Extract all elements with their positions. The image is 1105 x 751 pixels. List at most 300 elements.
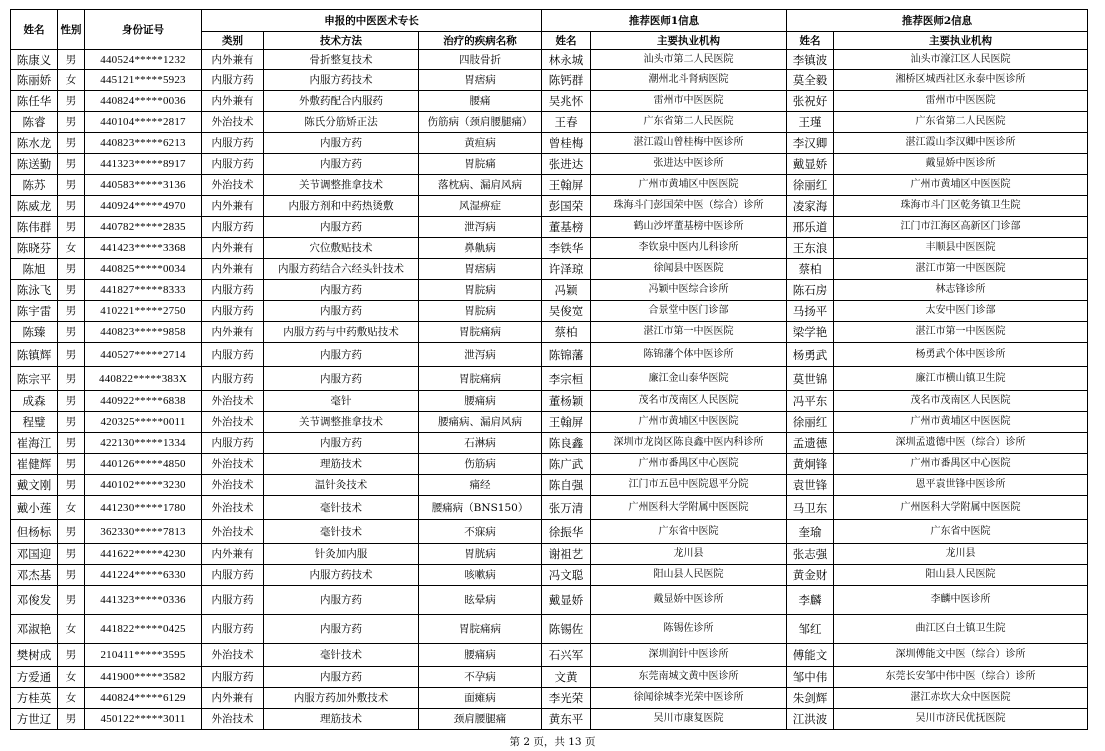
rec2-name-cell: 莫全毅	[787, 70, 834, 91]
rec1-org-cell: 湛江市第一中医医院	[591, 322, 787, 343]
rec1-org-cell: 广东省中医院	[591, 520, 787, 544]
rec1-org-cell: 龙川县	[591, 544, 787, 565]
rec1-org-cell: 东莞南城文黄中医诊所	[591, 667, 787, 688]
category-cell: 外治技术	[202, 496, 264, 520]
category-cell: 内外兼有	[202, 50, 264, 70]
name-cell: 陈水龙	[11, 133, 58, 154]
rec2-org-cell: 湛江霞山李汉卿中医诊所	[834, 133, 1088, 154]
gender-cell: 女	[58, 238, 85, 259]
rec1-name-cell: 石兴军	[542, 644, 591, 667]
rec1-name-cell: 陈良鑫	[542, 433, 591, 454]
table-row	[11, 238, 1088, 259]
rec1-name-cell: 王翰屏	[542, 175, 591, 196]
rec1-name-cell: 戴显娇	[542, 586, 591, 615]
rec2-name-cell: 李汉卿	[787, 133, 834, 154]
header-rec1-org: 主要执业机构	[591, 32, 787, 50]
id-cell: 440782*****2835	[85, 217, 202, 238]
rec1-org-cell: 陈锡佐诊所	[591, 615, 787, 644]
disease-cell: 胃脘痛病	[419, 367, 542, 391]
disease-cell: 四肢骨折	[419, 50, 542, 70]
table-row	[11, 412, 1088, 433]
rec2-name-cell: 江洪波	[787, 709, 834, 730]
rec2-org-cell: 阳山县人民医院	[834, 565, 1088, 586]
name-cell: 陈旭	[11, 259, 58, 280]
table-row	[11, 301, 1088, 322]
table-row	[11, 433, 1088, 454]
rec1-name-cell: 陈自强	[542, 475, 591, 496]
rec2-org-cell: 恩平袁世锋中医诊所	[834, 475, 1088, 496]
rec1-org-cell: 深圳市龙岗区陈良鑫中医内科诊所	[591, 433, 787, 454]
category-cell: 内服方药	[202, 586, 264, 615]
disease-cell: 腰痛病、漏肩风病	[419, 412, 542, 433]
rec2-org-cell: 广东省中医院	[834, 520, 1088, 544]
disease-cell: 眩晕病	[419, 586, 542, 615]
header-technique: 技术方法	[264, 32, 419, 50]
disease-cell: 腰痛病	[419, 391, 542, 412]
table-row	[11, 688, 1088, 709]
rec2-name-cell: 傅能文	[787, 644, 834, 667]
header-specialty-group: 申报的中医医术专长	[202, 10, 542, 32]
category-cell: 内服方药	[202, 615, 264, 644]
rec2-name-cell: 黄金财	[787, 565, 834, 586]
rec1-org-cell: 广州市黄埔区中医医院	[591, 412, 787, 433]
disease-cell: 风湿痹症	[419, 196, 542, 217]
name-cell: 陈任华	[11, 91, 58, 112]
category-cell: 外治技术	[202, 644, 264, 667]
table-row	[11, 196, 1088, 217]
gender-cell: 女	[58, 615, 85, 644]
gender-cell: 男	[58, 343, 85, 367]
category-cell: 外治技术	[202, 520, 264, 544]
rec2-name-cell: 王瑾	[787, 112, 834, 133]
disease-cell: 石淋病	[419, 433, 542, 454]
rec2-name-cell: 徐丽红	[787, 175, 834, 196]
table-row	[11, 50, 1088, 70]
rec2-name-cell: 邹中伟	[787, 667, 834, 688]
name-cell: 陈宗平	[11, 367, 58, 391]
table-row	[11, 112, 1088, 133]
rec1-name-cell: 陈锡佐	[542, 615, 591, 644]
disease-cell: 腰痛	[419, 91, 542, 112]
technique-cell: 内服方药与中药敷贴技术	[264, 322, 419, 343]
name-cell: 方世辽	[11, 709, 58, 730]
table-row	[11, 175, 1088, 196]
technique-cell: 内服方药	[264, 586, 419, 615]
rec1-name-cell: 李宗桓	[542, 367, 591, 391]
header-id: 身份证号	[85, 10, 202, 50]
rec2-name-cell: 朱剑辉	[787, 688, 834, 709]
rec1-org-cell: 鹤山沙坪董基榜中医诊所	[591, 217, 787, 238]
rec2-name-cell: 邹红	[787, 615, 834, 644]
id-cell: 441323*****0336	[85, 586, 202, 615]
rec1-name-cell: 吴兆怀	[542, 91, 591, 112]
table-row	[11, 133, 1088, 154]
id-cell: 410221*****2750	[85, 301, 202, 322]
name-cell: 陈苏	[11, 175, 58, 196]
category-cell: 内外兼有	[202, 91, 264, 112]
category-cell: 外治技术	[202, 412, 264, 433]
rec2-name-cell: 李镇波	[787, 50, 834, 70]
category-cell: 外治技术	[202, 391, 264, 412]
rec1-org-cell: 珠海斗门彭国荣中医（综合）诊所	[591, 196, 787, 217]
rec2-name-cell: 李麟	[787, 586, 834, 615]
gender-cell: 男	[58, 91, 85, 112]
disease-cell: 伤筋病（颈肩腰腿痛）	[419, 112, 542, 133]
name-cell: 但杨标	[11, 520, 58, 544]
rec2-name-cell: 梁学艳	[787, 322, 834, 343]
rec2-org-cell: 广州市黄埔区中医医院	[834, 175, 1088, 196]
gender-cell: 女	[58, 667, 85, 688]
technique-cell: 内服方药	[264, 615, 419, 644]
rec1-org-cell: 徐闻徐城李光荣中医诊所	[591, 688, 787, 709]
gender-cell: 男	[58, 391, 85, 412]
header-rec2-org: 主要执业机构	[834, 32, 1088, 50]
id-cell: 441900*****3582	[85, 667, 202, 688]
table-row	[11, 644, 1088, 667]
disease-cell: 黄疸病	[419, 133, 542, 154]
category-cell: 内服方药	[202, 433, 264, 454]
rec1-org-cell: 汕头市第二人民医院	[591, 50, 787, 70]
id-cell: 440104*****2817	[85, 112, 202, 133]
disease-cell: 胃痞病	[419, 259, 542, 280]
header-row-top	[11, 10, 1088, 32]
rec2-org-cell: 珠海市斗门区乾务镇卫生院	[834, 196, 1088, 217]
category-cell: 内服方药	[202, 70, 264, 91]
table-row	[11, 475, 1088, 496]
table-row	[11, 709, 1088, 730]
disease-cell: 胃脘痛病	[419, 615, 542, 644]
rec1-name-cell: 冯颖	[542, 280, 591, 301]
gender-cell: 男	[58, 217, 85, 238]
rec2-org-cell: 江门市江海区高新区门诊部	[834, 217, 1088, 238]
gender-cell: 女	[58, 688, 85, 709]
rec1-org-cell: 廉江金山泰华医院	[591, 367, 787, 391]
rec2-name-cell: 徐丽红	[787, 412, 834, 433]
rec1-name-cell: 许泽琼	[542, 259, 591, 280]
rec2-org-cell: 湘桥区城西社区永泰中医诊所	[834, 70, 1088, 91]
rec2-org-cell: 广州市番禺区中心医院	[834, 454, 1088, 475]
name-cell: 方爱通	[11, 667, 58, 688]
technique-cell: 穴位敷贴技术	[264, 238, 419, 259]
rec2-name-cell: 蔡柏	[787, 259, 834, 280]
id-cell: 441822*****0425	[85, 615, 202, 644]
gender-cell: 男	[58, 322, 85, 343]
rec2-org-cell: 廉江市横山镇卫生院	[834, 367, 1088, 391]
table-row	[11, 91, 1088, 112]
name-cell: 戴小莲	[11, 496, 58, 520]
id-cell: 440583*****3136	[85, 175, 202, 196]
category-cell: 外治技术	[202, 112, 264, 133]
id-cell: 440527*****2714	[85, 343, 202, 367]
id-cell: 440823*****6213	[85, 133, 202, 154]
rec1-name-cell: 文黄	[542, 667, 591, 688]
registry-table	[10, 9, 1088, 730]
category-cell: 内外兼有	[202, 544, 264, 565]
gender-cell: 男	[58, 133, 85, 154]
gender-cell: 男	[58, 586, 85, 615]
name-cell: 陈镇辉	[11, 343, 58, 367]
id-cell: 440823*****9858	[85, 322, 202, 343]
rec1-name-cell: 王春	[542, 112, 591, 133]
name-cell: 陈威龙	[11, 196, 58, 217]
name-cell: 陈送勤	[11, 154, 58, 175]
name-cell: 邓俊发	[11, 586, 58, 615]
rec2-org-cell: 杨勇武个体中医诊所	[834, 343, 1088, 367]
rec2-org-cell: 汕头市濠江区人民医院	[834, 50, 1088, 70]
rec1-org-cell: 雷州市中医医院	[591, 91, 787, 112]
technique-cell: 骨折整复技术	[264, 50, 419, 70]
category-cell: 内服方药	[202, 565, 264, 586]
rec1-org-cell: 戴显娇中医诊所	[591, 586, 787, 615]
id-cell: 362330*****7813	[85, 520, 202, 544]
table-row	[11, 343, 1088, 367]
rec1-org-cell: 冯颖中医综合诊所	[591, 280, 787, 301]
id-cell: 420325*****0011	[85, 412, 202, 433]
id-cell: 445121*****5923	[85, 70, 202, 91]
rec2-name-cell: 黄炯锋	[787, 454, 834, 475]
category-cell: 外治技术	[202, 175, 264, 196]
rec1-org-cell: 徐闻县中医医院	[591, 259, 787, 280]
rec1-org-cell: 吴川市康复医院	[591, 709, 787, 730]
disease-cell: 落枕病、漏肩风病	[419, 175, 542, 196]
disease-cell: 鼻鼽病	[419, 238, 542, 259]
rec2-name-cell: 莫世锦	[787, 367, 834, 391]
disease-cell: 腰痛病（BNS150）	[419, 496, 542, 520]
name-cell: 邓国迎	[11, 544, 58, 565]
rec2-org-cell: 湛江赤坎大众中医医院	[834, 688, 1088, 709]
rec2-name-cell: 马扬平	[787, 301, 834, 322]
page-footer: 第 2 页，共 13 页	[509, 736, 596, 748]
gender-cell: 女	[58, 70, 85, 91]
rec1-org-cell: 广东省第二人民医院	[591, 112, 787, 133]
category-cell: 内外兼有	[202, 196, 264, 217]
technique-cell: 理筋技术	[264, 709, 419, 730]
id-cell: 441323*****8917	[85, 154, 202, 175]
gender-cell: 男	[58, 175, 85, 196]
disease-cell: 不孕病	[419, 667, 542, 688]
name-cell: 程璧	[11, 412, 58, 433]
technique-cell: 外敷药配合内服药	[264, 91, 419, 112]
table-row	[11, 259, 1088, 280]
rec2-name-cell: 张祝好	[787, 91, 834, 112]
rec2-name-cell: 张志强	[787, 544, 834, 565]
rec2-org-cell: 龙川县	[834, 544, 1088, 565]
rec1-name-cell: 彭国荣	[542, 196, 591, 217]
table-row	[11, 280, 1088, 301]
id-cell: 440824*****0036	[85, 91, 202, 112]
technique-cell: 内服方药	[264, 433, 419, 454]
id-cell: 450122*****3011	[85, 709, 202, 730]
name-cell: 陈康义	[11, 50, 58, 70]
table-row	[11, 454, 1088, 475]
name-cell: 成森	[11, 391, 58, 412]
table-row	[11, 322, 1088, 343]
name-cell: 戴文刚	[11, 475, 58, 496]
table-row	[11, 154, 1088, 175]
rec2-name-cell: 戴显娇	[787, 154, 834, 175]
name-cell: 陈睿	[11, 112, 58, 133]
gender-cell: 男	[58, 367, 85, 391]
rec1-org-cell: 合景堂中医门诊部	[591, 301, 787, 322]
header-category: 类别	[202, 32, 264, 50]
rec2-name-cell: 袁世锋	[787, 475, 834, 496]
id-cell: 440102*****3230	[85, 475, 202, 496]
technique-cell: 内服方药	[264, 217, 419, 238]
name-cell: 陈泳飞	[11, 280, 58, 301]
gender-cell: 男	[58, 520, 85, 544]
rec2-org-cell: 戴显娇中医诊所	[834, 154, 1088, 175]
technique-cell: 理筋技术	[264, 454, 419, 475]
id-cell: 440524*****1232	[85, 50, 202, 70]
gender-cell: 男	[58, 565, 85, 586]
rec2-name-cell: 奎瑜	[787, 520, 834, 544]
gender-cell: 男	[58, 50, 85, 70]
rec2-org-cell: 广州医科大学附属中医医院	[834, 496, 1088, 520]
rec2-org-cell: 太安中医门诊部	[834, 301, 1088, 322]
category-cell: 内服方药	[202, 367, 264, 391]
header-rec1-group: 推荐医师1信息	[542, 10, 787, 32]
rec2-org-cell: 深圳孟遗德中医（综合）诊所	[834, 433, 1088, 454]
id-cell: 440824*****6129	[85, 688, 202, 709]
name-cell: 陈宇雷	[11, 301, 58, 322]
rec1-name-cell: 董杨颖	[542, 391, 591, 412]
gender-cell: 男	[58, 259, 85, 280]
category-cell: 内外兼有	[202, 688, 264, 709]
rec2-org-cell: 林志锋诊所	[834, 280, 1088, 301]
id-cell: 440822*****383X	[85, 367, 202, 391]
rec1-org-cell: 陈锦藩个体中医诊所	[591, 343, 787, 367]
category-cell: 内外兼有	[202, 238, 264, 259]
id-cell: 441827*****8333	[85, 280, 202, 301]
technique-cell: 内服方药	[264, 154, 419, 175]
name-cell: 方桂英	[11, 688, 58, 709]
category-cell: 内服方药	[202, 343, 264, 367]
technique-cell: 内服方药结合六经头针技术	[264, 259, 419, 280]
disease-cell: 不寐病	[419, 520, 542, 544]
technique-cell: 毫针技术	[264, 644, 419, 667]
rec1-name-cell: 李光荣	[542, 688, 591, 709]
disease-cell: 胃脘痛病	[419, 322, 542, 343]
gender-cell: 男	[58, 644, 85, 667]
category-cell: 内服方药	[202, 133, 264, 154]
id-cell: 440922*****6838	[85, 391, 202, 412]
id-cell: 441622*****4230	[85, 544, 202, 565]
name-cell: 陈伟群	[11, 217, 58, 238]
rec1-org-cell: 深圳润针中医诊所	[591, 644, 787, 667]
rec2-name-cell: 杨勇武	[787, 343, 834, 367]
name-cell: 陈臻	[11, 322, 58, 343]
rec2-org-cell: 李麟中医诊所	[834, 586, 1088, 615]
table-row	[11, 586, 1088, 615]
header-rec2-name: 姓名	[787, 32, 834, 50]
rec1-name-cell: 陈广武	[542, 454, 591, 475]
rec1-name-cell: 吴俊宽	[542, 301, 591, 322]
category-cell: 内服方药	[202, 280, 264, 301]
gender-cell: 男	[58, 412, 85, 433]
rec2-org-cell: 曲江区白土镇卫生院	[834, 615, 1088, 644]
technique-cell: 毫针	[264, 391, 419, 412]
gender-cell: 男	[58, 709, 85, 730]
disease-cell: 泄泻病	[419, 217, 542, 238]
name-cell: 陈丽娇	[11, 70, 58, 91]
rec1-name-cell: 董基榜	[542, 217, 591, 238]
technique-cell: 针灸加内服	[264, 544, 419, 565]
name-cell: 邓淑艳	[11, 615, 58, 644]
category-cell: 外治技术	[202, 709, 264, 730]
name-cell: 崔健辉	[11, 454, 58, 475]
disease-cell: 痛经	[419, 475, 542, 496]
rec1-name-cell: 王翰屏	[542, 412, 591, 433]
category-cell: 内服方药	[202, 217, 264, 238]
rec2-org-cell: 茂名市茂南区人民医院	[834, 391, 1088, 412]
disease-cell: 胃脘病	[419, 280, 542, 301]
table-body	[11, 50, 1088, 730]
category-cell: 内外兼有	[202, 259, 264, 280]
table-row	[11, 520, 1088, 544]
rec2-org-cell: 丰顺县中医医院	[834, 238, 1088, 259]
header-disease: 治疗的疾病名称	[419, 32, 542, 50]
header-rec1-name: 姓名	[542, 32, 591, 50]
id-cell: 440126*****4850	[85, 454, 202, 475]
category-cell: 内服方药	[202, 301, 264, 322]
technique-cell: 陈氏分筋矫正法	[264, 112, 419, 133]
technique-cell: 毫针技术	[264, 496, 419, 520]
header-name: 姓名	[11, 10, 58, 50]
rec1-org-cell: 广州市番禺区中心医院	[591, 454, 787, 475]
category-cell: 内服方药	[202, 154, 264, 175]
header-gender: 性别	[58, 10, 85, 50]
rec1-org-cell: 广州医科大学附属中医医院	[591, 496, 787, 520]
rec1-name-cell: 李铁华	[542, 238, 591, 259]
table-row	[11, 367, 1088, 391]
header-rec2-group: 推荐医师2信息	[787, 10, 1088, 32]
rec2-org-cell: 雷州市中医医院	[834, 91, 1088, 112]
table-row	[11, 70, 1088, 91]
id-cell: 441224*****6330	[85, 565, 202, 586]
table-row	[11, 391, 1088, 412]
disease-cell: 胃脘痛	[419, 154, 542, 175]
name-cell: 樊树成	[11, 644, 58, 667]
rec1-org-cell: 广州市黄埔区中医医院	[591, 175, 787, 196]
gender-cell: 男	[58, 112, 85, 133]
technique-cell: 内服方药	[264, 667, 419, 688]
id-cell: 440825*****0034	[85, 259, 202, 280]
technique-cell: 关节调整推拿技术	[264, 175, 419, 196]
table-row	[11, 565, 1088, 586]
technique-cell: 内服方药技术	[264, 70, 419, 91]
rec1-org-cell: 江门市五邑中医院恩平分院	[591, 475, 787, 496]
category-cell: 内服方药	[202, 667, 264, 688]
id-cell: 210411*****3595	[85, 644, 202, 667]
rec2-name-cell: 孟遗德	[787, 433, 834, 454]
technique-cell: 内服方药加外敷技术	[264, 688, 419, 709]
rec1-name-cell: 徐振华	[542, 520, 591, 544]
gender-cell: 男	[58, 196, 85, 217]
rec1-name-cell: 冯文聪	[542, 565, 591, 586]
technique-cell: 毫针技术	[264, 520, 419, 544]
rec1-org-cell: 湛江霞山曾桂梅中医诊所	[591, 133, 787, 154]
technique-cell: 内服方药技术	[264, 565, 419, 586]
rec2-org-cell: 广州市黄埔区中医医院	[834, 412, 1088, 433]
rec2-org-cell: 湛江市第一中医医院	[834, 259, 1088, 280]
table-row	[11, 217, 1088, 238]
rec1-org-cell: 茂名市茂南区人民医院	[591, 391, 787, 412]
rec2-name-cell: 邢乐道	[787, 217, 834, 238]
disease-cell: 咳嗽病	[419, 565, 542, 586]
rec2-org-cell: 湛江市第一中医医院	[834, 322, 1088, 343]
rec1-name-cell: 张万清	[542, 496, 591, 520]
technique-cell: 内服方药	[264, 343, 419, 367]
